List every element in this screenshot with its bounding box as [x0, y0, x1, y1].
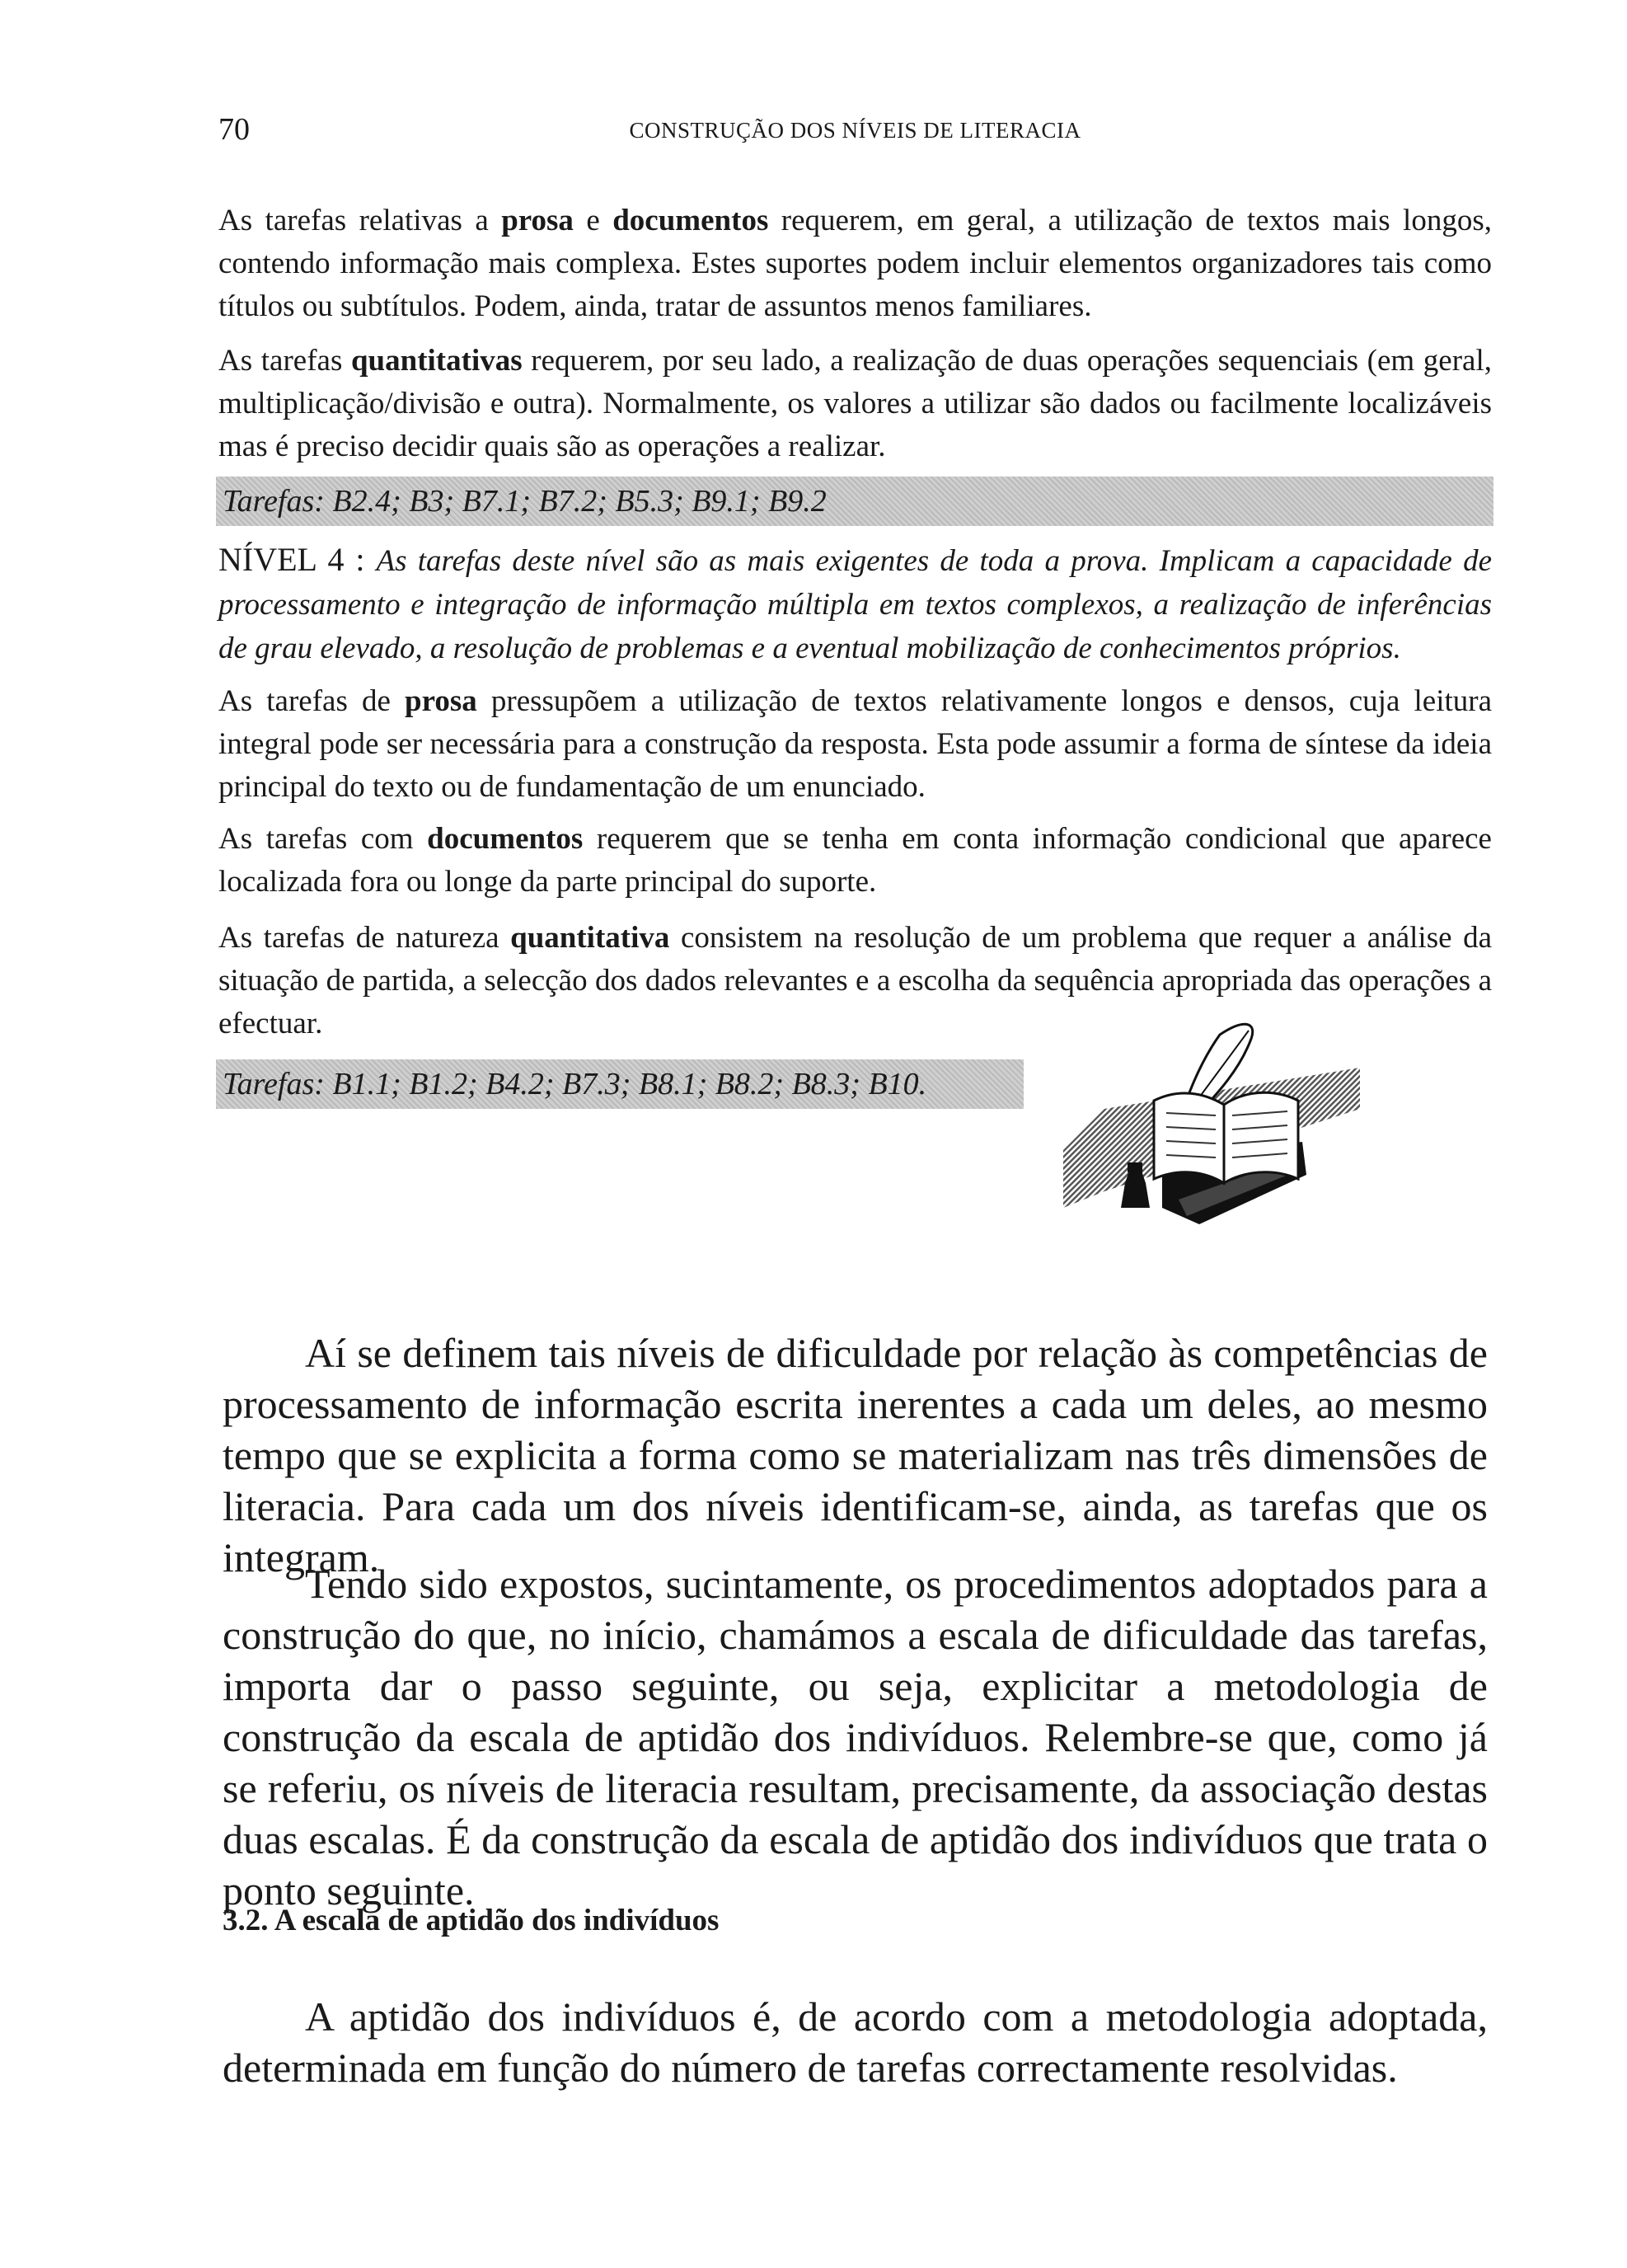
text: requerem que se tenha em conta informação condicional que aparece localizada fora ou longe da parte principal do suporte.: [218, 822, 1492, 899]
text: As tarefas: [218, 344, 351, 378]
bold-term: documentos: [427, 822, 584, 856]
body-paragraph: Aí se definem tais níveis de dificuldade por relação às competências de processamento de informação escrita inerentes a cada um deles, ao mesmo tempo que se explicita a forma como se materializam nas três dimensões de literacia. Para cada um dos níveis identificam-se, ainda, as tarefas que os integram.: [223, 1330, 1488, 1580]
bold-term: quantitativas: [350, 344, 523, 378]
bold-term: prosa: [405, 684, 477, 718]
bold-term: documentos: [612, 204, 769, 237]
tarefas-bar: Tarefas: B2.4; B3; B7.1; B7.2; B5.3; B9.1; B9.2: [216, 477, 1493, 526]
text: As tarefas com: [218, 822, 428, 856]
text: requerem, por seu lado, a realização de duas operações sequenciais (em geral, multiplicação/divisão e outra). Normalmente, os valores a utilizar são dados ou facilmente localizáveis mas é preciso decidir quais são as operações a realizar.: [218, 344, 1492, 463]
page-header: [218, 111, 1492, 161]
bold-term: prosa: [501, 204, 574, 237]
paragraph-prosa: [218, 680, 1492, 809]
text: As tarefas relativas a: [218, 204, 502, 237]
section-heading: 3.2. A escala de aptidão dos indivíduos: [223, 1904, 720, 1937]
level-label: NÍVEL 4 :: [218, 541, 377, 578]
bold-term: quantitativa: [510, 921, 670, 955]
paragraph-documentos: [218, 818, 1492, 904]
level-text: As tarefas deste nível são as mais exigentes de toda a prova. Implicam a capacidade de processamento e integração de informação múltipla em textos complexos, a realização de inferências de grau elevado, a resolução de problemas e a eventual mobilização de conhecimentos próprios.: [218, 544, 1492, 665]
body-paragraph: Tendo sido expostos, sucintamente, os procedimentos adoptados para a construção do que, no início, chamámos a escala de dificuldade das tarefas, importa dar o passo seguinte, ou seja, explicitar a metodologia de construção da escala de aptidão dos indivíduos. Relembre-se que, como já se referiu, os níveis de literacia resultam, precisamente, da associação destas duas escalas. É da construção da escala de aptidão dos indivíduos que trata o ponto seguinte.: [223, 1561, 1488, 1913]
text: pressupõem a utilização de textos relativamente longos e densos, cuja leitura integral pode ser necessária para a construção da resposta. Esta pode assumir a forma de síntese da ideia principal do texto ou de fundamentação de um enunciado.: [218, 684, 1493, 804]
book-quill-icon: [1055, 1018, 1376, 1265]
paragraph-quantitativas: [218, 340, 1492, 468]
running-title: CONSTRUÇÃO DOS NÍVEIS DE LITERACIA: [629, 118, 1081, 143]
paragraph-prosa-documentos: [218, 200, 1492, 328]
page-number: 70: [218, 112, 250, 147]
text: As tarefas de: [218, 684, 406, 718]
tarefas-bar: Tarefas: B1.1; B1.2; B4.2; B7.3; B8.1; B8.2; B8.3; B10.: [216, 1059, 1024, 1109]
text: As tarefas de natureza: [218, 921, 511, 955]
text: requerem, em geral, a utilização de textos mais longos, contendo informação mais complexa. Estes suportes podem incluir elementos organizadores tais como títulos ou subtítulos. Podem, ainda, tratar de assuntos menos familiares.: [218, 204, 1492, 323]
body-paragraph: A aptidão dos indivíduos é, de acordo com a metodologia adoptada, determinada em função do número de tarefas correctamente resolvidas.: [223, 1993, 1488, 2091]
text: consistem na resolução de um problema que requer a análise da situação de partida, a selecção dos dados relevantes e a escolha da sequência apropriada das operações a efectuar.: [218, 921, 1492, 1040]
text: e: [573, 204, 613, 237]
nivel-4-description: [218, 538, 1492, 670]
